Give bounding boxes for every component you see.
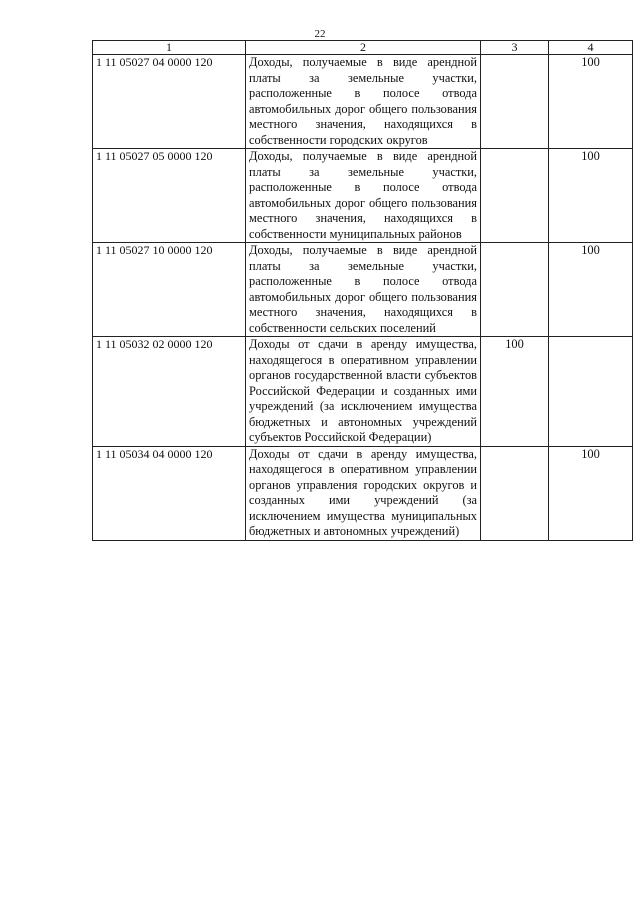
table-row <box>93 446 633 540</box>
budget-code-cell: 1 11 05027 10 0000 120 <box>93 243 246 337</box>
table-header-row <box>93 41 633 55</box>
budget-code-cell: 1 11 05034 04 0000 120 <box>93 446 246 540</box>
col4-cell: 100 <box>549 55 633 149</box>
description-cell: Доходы, получаемые в виде арендной платы за земельные участки, расположенные в полосе отвода автомобильных дорог общего пользования местного значения, находящихся в собственности городских округов <box>246 55 481 149</box>
col3-cell <box>481 149 549 243</box>
table-row <box>93 149 633 243</box>
header-col-4: 4 <box>549 41 633 55</box>
description-cell: Доходы от сдачи в аренду имущества, находящегося в оперативном управлении органов государственной власти субъектов Российской Федерации и созданных ими учреждений (за исключением имущества бюджетных и автономных учреждений субъектов Российской Федерации) <box>246 337 481 447</box>
description-cell: Доходы от сдачи в аренду имущества, находящегося в оперативном управлении органов управления городских округов и созданных ими учреждений (за исключением имущества муниципальных бюджетных и автономных учреждений) <box>246 446 481 540</box>
col4-cell: 100 <box>549 243 633 337</box>
col4-cell <box>549 337 633 447</box>
header-col-1: 1 <box>93 41 246 55</box>
header-col-2: 2 <box>246 41 481 55</box>
col4-cell: 100 <box>549 149 633 243</box>
header-col-3: 3 <box>481 41 549 55</box>
col3-cell: 100 <box>481 337 549 447</box>
description-cell: Доходы, получаемые в виде арендной платы за земельные участки, расположенные в полосе отвода автомобильных дорог общего пользования местного значения, находящихся в собственности сельских поселений <box>246 243 481 337</box>
col3-cell <box>481 243 549 337</box>
description-cell: Доходы, получаемые в виде арендной платы за земельные участки, расположенные в полосе отвода автомобильных дорог общего пользования местного значения, находящихся в собственности муниципальных районов <box>246 149 481 243</box>
budget-code-cell: 1 11 05027 05 0000 120 <box>93 149 246 243</box>
col3-cell <box>481 55 549 149</box>
table-row <box>93 243 633 337</box>
budget-code-cell: 1 11 05032 02 0000 120 <box>93 337 246 447</box>
page-number: 22 <box>314 28 326 40</box>
table-row <box>93 337 633 447</box>
revenue-table <box>92 40 633 541</box>
col3-cell <box>481 446 549 540</box>
table-row <box>93 55 633 149</box>
col4-cell: 100 <box>549 446 633 540</box>
budget-code-cell: 1 11 05027 04 0000 120 <box>93 55 246 149</box>
